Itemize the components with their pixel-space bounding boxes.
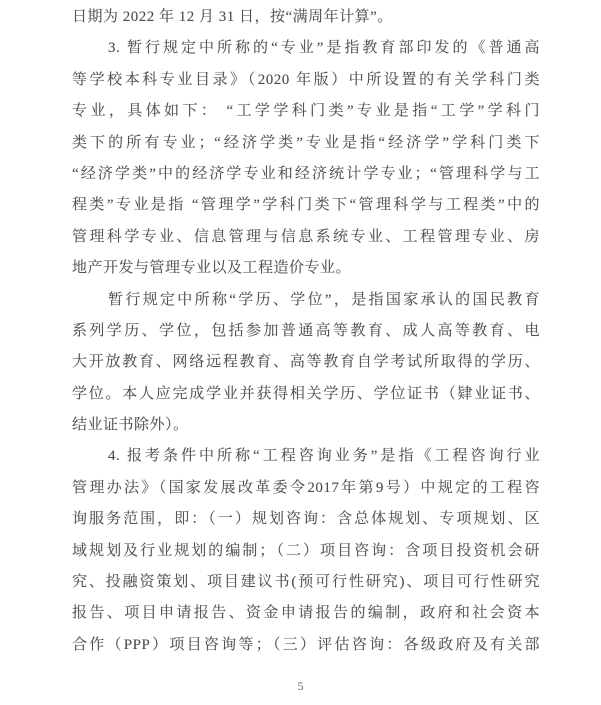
text-line: 日期为 2022 年 12 月 31 日，按“满周年计算”。 [72,9,393,25]
page-number: 5 [297,679,304,693]
text-line: 管理办法》（国家发展改革委令2017年第9号）中规定的工程咨 [72,479,540,496]
text-line: 域规划及行业规划的编制；（二）项目咨询：含项目投资机会研 [72,542,540,559]
text-line: 学位。本人应完成学业并获得相关学历、学位证书（肄业证书、 [72,385,540,402]
text-line: 4. 报考条件中所称“工程咨询业务”是指《工程咨询行业 [108,448,540,465]
text-line: 3. 暂行规定中所称的“专业”是指教育部印发的《普通高 [108,40,540,57]
text-line: 程类”专业是指 “管理学”学科门类下“管理科学与工程类”中的 [72,197,540,214]
text-line: 暂行规定中所称“学历、学位”，是指国家承认的国民教育 [108,291,540,308]
text-line: 管理科学专业、信息管理与信息系统专业、工程管理专业、房 [72,228,540,245]
text-line: 合作（PPP）项目咨询等；（三）评估咨询：各级政府及有关部 [72,636,540,653]
text-line: 询服务范围，即：（一）规划咨询：含总体规划、专项规划、区 [72,511,540,528]
text-line: “经济学类”中的经济学专业和经济统计学专业；“管理科学与工 [72,165,540,182]
text-line: 地产开发与管理专业以及工程造价专业。 [72,260,352,277]
text-line: 专业，具体如下： “工学学科门类”专业是指“工学”学科门 [72,103,540,120]
document-body [72,2,540,661]
text-line: 系列学历、学位，包括参加普通高等教育、成人高等教育、电 [72,322,540,339]
text-line: 等学校本科专业目录》（2020 年版）中所设置的有关学科门类 [72,71,540,88]
text-line: 结业证书除外）。 [72,417,189,434]
text-line: 究、投融资策划、项目建议书(预可行性研究)、项目可行性研究 [72,574,540,591]
text-line: 报告、项目申请报告、资金申请报告的编制，政府和社会资本 [72,605,540,622]
text-line: 大开放教育、网络远程教育、高等教育自学考试所取得的学历、 [72,354,540,371]
text-line: 类下的所有专业；“经济学类”专业是指“经济学”学科门类下 [72,134,540,151]
